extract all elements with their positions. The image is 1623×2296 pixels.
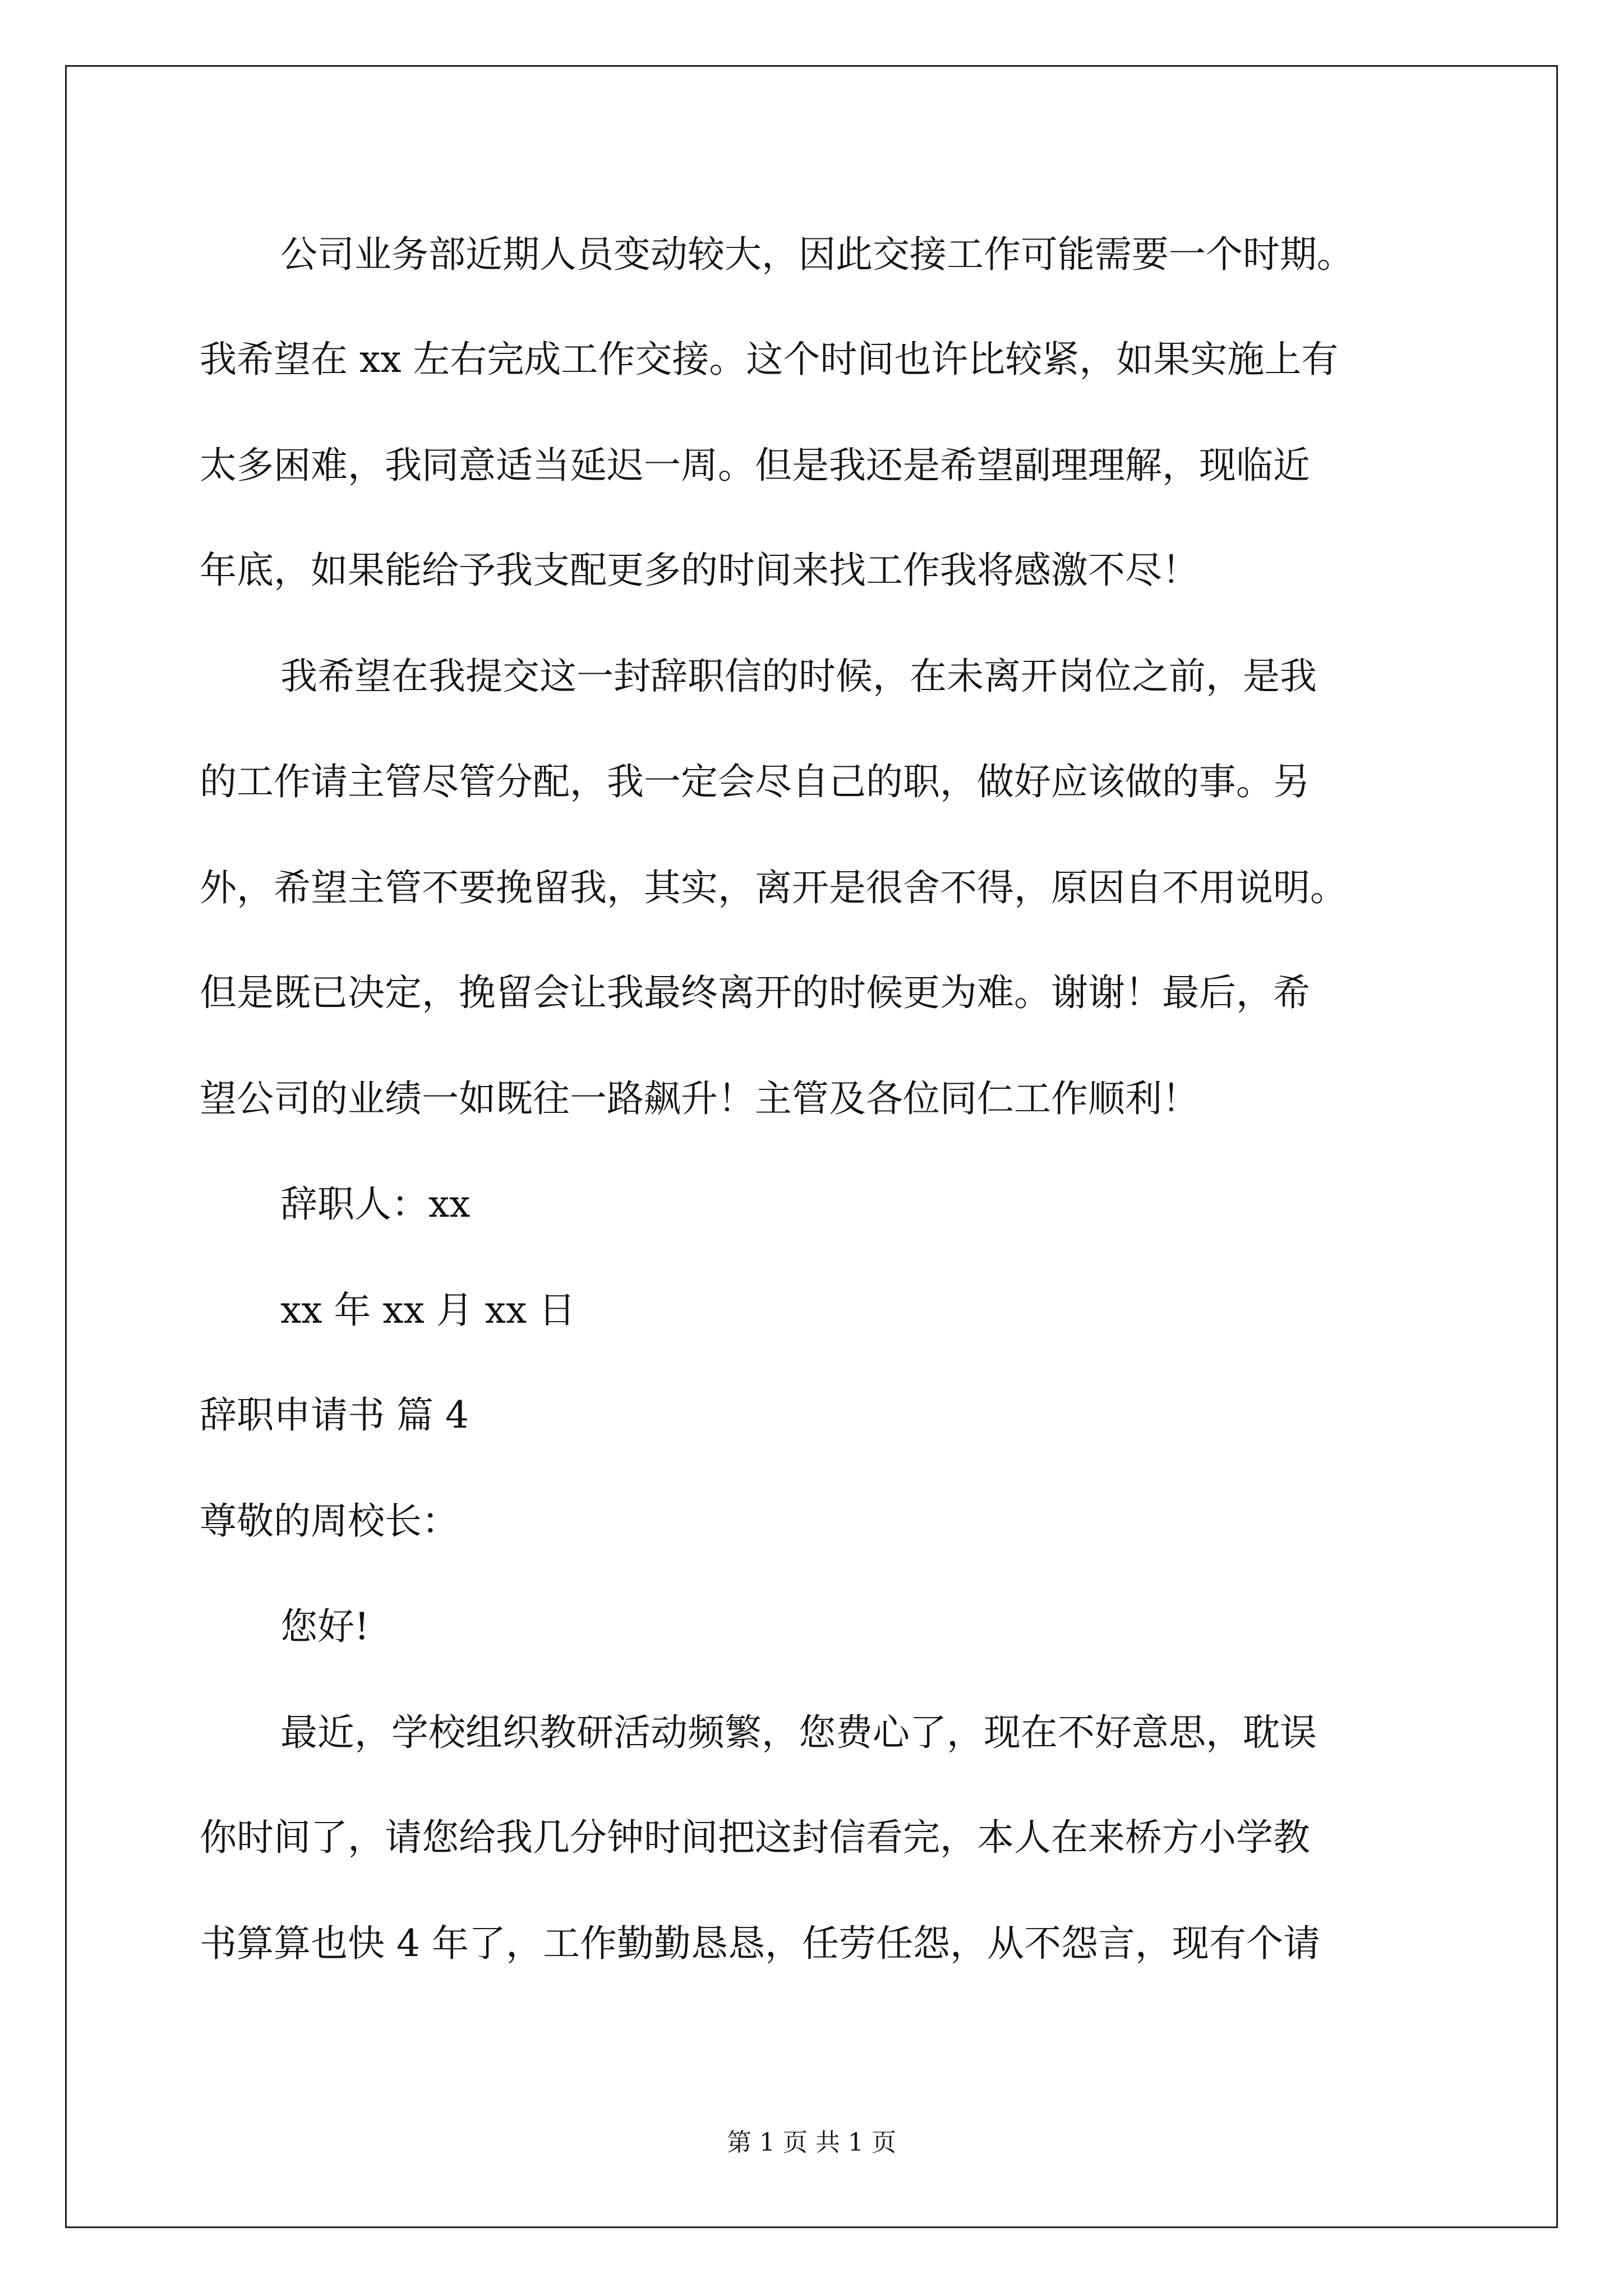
paragraph-line: 公司业务部近期人员变动较大，因此交接工作可能需要一个时期。 [280, 233, 1354, 276]
paragraph-line: 最近，学校组织教研活动频繁，您费心了，现在不好意思，耽误 [280, 1711, 1317, 1754]
salutation: 尊敬的周校长： [200, 1499, 459, 1543]
page-number: 第 1 页 共 1 页 [727, 2128, 896, 2157]
page-border [65, 65, 1558, 2228]
paragraph-line: 外，希望主管不要挽留我，其实，离开是很舍不得，原因自不用说明。 [200, 866, 1347, 909]
section-heading: 辞职申请书 篇 4 [200, 1393, 469, 1437]
paragraph-line: 书算算也快 4 年了，工作勤勤恳恳，任劳任怨，从不怨言，现有个请 [200, 1922, 1320, 1965]
paragraph-line: 年底，如果能给予我支配更多的时间来找工作我将感激不尽！ [200, 549, 1199, 592]
paragraph-line: 你时间了，请您给我几分钟时间把这封信看完，本人在来桥方小学教 [200, 1816, 1310, 1859]
paragraph-line: 太多困难，我同意适当延迟一周。但是我还是希望副理理解，现临近 [200, 444, 1310, 487]
paragraph-line: 我希望在 xx 左右完成工作交接。这个时间也许比较紧，如果实施上有 [200, 338, 1339, 381]
paragraph-line: 的工作请主管尽管分配，我一定会尽自己的职，做好应该做的事。另 [200, 760, 1310, 803]
paragraph-line: 但是既已决定，挽留会让我最终离开的时候更为难。谢谢！最后，希 [200, 971, 1310, 1014]
date-line: xx 年 xx 月 xx 日 [280, 1289, 576, 1332]
paragraph-line: 望公司的业绩一如既往一路飙升！主管及各位同仁工作顺利！ [200, 1077, 1199, 1120]
greeting: 您好! [280, 1605, 370, 1648]
signature-line: 辞职人：xx [280, 1182, 471, 1226]
paragraph-line: 我希望在我提交这一封辞职信的时候，在未离开岗位之前，是我 [280, 655, 1317, 698]
